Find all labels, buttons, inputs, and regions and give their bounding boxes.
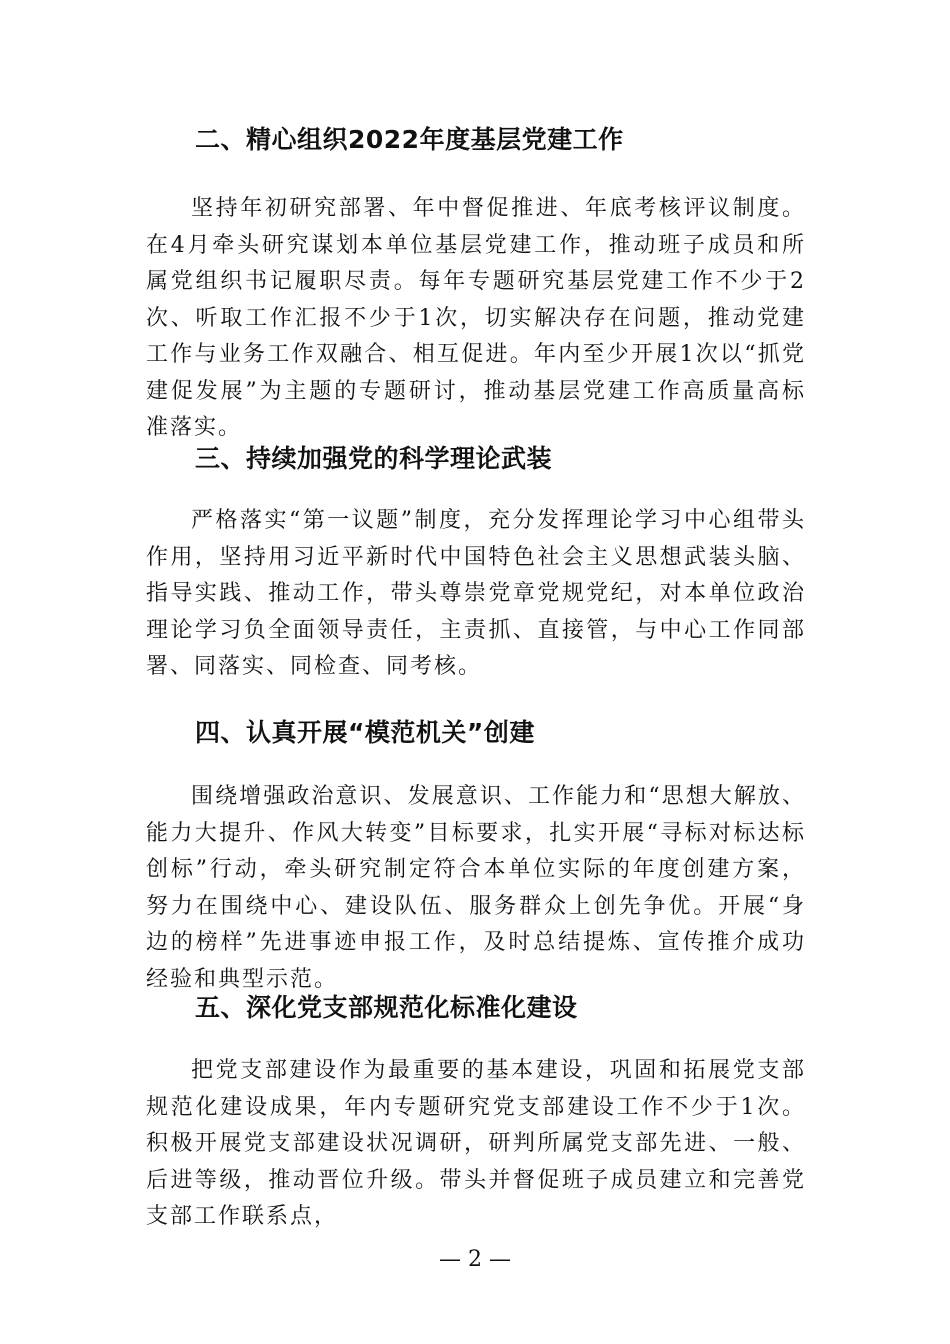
section-body-3: 严格落实“第一议题”制度，充分发挥理论学习中心组带头作用，坚持用习近平新时代中国特色社会主义思想武装头脑、指导实践、推动工作，带头尊崇党章党规党纪，对本单位政治理论学习负全面领导责任，主责抓、直接管，与中心工作同部署、同落实、同检查、同考核。 xyxy=(146,508,806,679)
section-heading-3: 三、持续加强党的科学理论武装 xyxy=(195,444,553,473)
section-body-4: 围绕增强政治意识、发展意识、工作能力和“思想大解放、能力大提升、作风大转变”目标要求，扎实开展“寻标对标达标创标”行动，牵头研究制定符合本单位实际的年度创建方案，努力在围绕中心、建设队伍、服务群众上创先争优。开展“身边的榜样”先进事迹申报工作，及时总结提炼、宣传推介成功经验和典型示范。 xyxy=(146,784,806,992)
section-heading-2: 二、精心组织2022年度基层党建工作 xyxy=(195,125,624,154)
section-heading-5: 五、深化党支部规范化标准化建设 xyxy=(195,993,578,1022)
section-heading-4: 四、认真开展“模范机关”创建 xyxy=(195,718,535,747)
section-body-5: 把党支部建设作为最重要的基本建设，巩固和拓展党支部规范化建设成果，年内专题研究党支部建设工作不少于1次。积极开展党支部建设状况调研，研判所属党支部先进、一般、后进等级，推动晋位升级。带头并督促班子成员建立和完善党支部工作联系点， xyxy=(146,1058,806,1229)
section-body-2: 坚持年初研究部署、年中督促推进、年底考核评议制度。在4月牵头研究谋划本单位基层党建工作，推动班子成员和所属党组织书记履职尽责。每年专题研究基层党建工作不少于2次、听取工作汇报不少于1次，切实解决存在问题，推动党建工作与业务工作双融合、相互促进。年内至少开展1次以“抓党建促发展”为主题的专题研讨，推动基层党建工作高质量高标准落实。 xyxy=(146,196,806,440)
page-number: — 2 — xyxy=(439,1247,511,1272)
